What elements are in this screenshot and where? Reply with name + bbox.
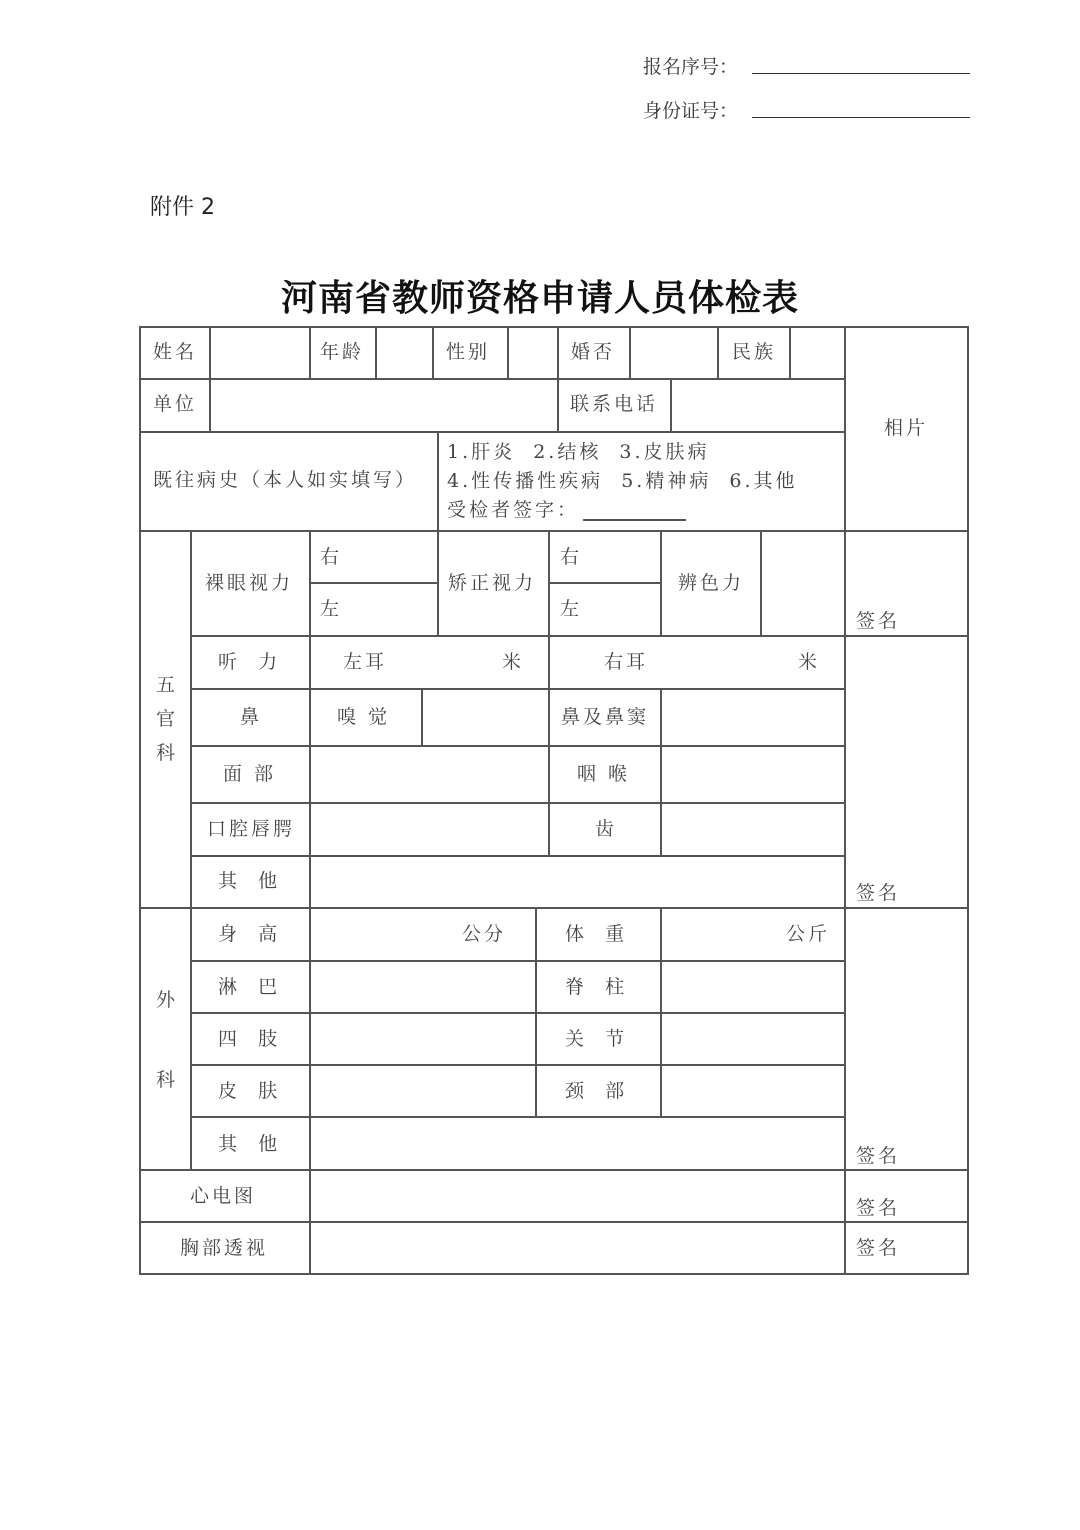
ent-other-field[interactable] xyxy=(311,857,843,907)
name-field[interactable] xyxy=(211,328,308,378)
color-vision-label: 辨色力 xyxy=(678,572,745,594)
nose-label: 鼻 xyxy=(240,706,263,728)
gender-field[interactable] xyxy=(509,328,556,378)
spine-label: 脊 柱 xyxy=(565,976,628,998)
skin-field[interactable] xyxy=(311,1066,534,1115)
height-unit: 公分 xyxy=(462,923,507,945)
color-vision-field[interactable] xyxy=(762,532,843,634)
left-ear-unit: 米 xyxy=(502,651,525,673)
neck-label: 颈 部 xyxy=(565,1080,628,1102)
ecg-field[interactable] xyxy=(311,1171,843,1220)
history-label: 既往病史（本人如实填写） xyxy=(153,469,418,491)
surgery-section-label-1: 外 xyxy=(156,989,179,1011)
ent-sign-label: 签名 xyxy=(856,882,901,904)
nose-sinus-field[interactable] xyxy=(662,690,843,745)
photo-label: 相片 xyxy=(884,417,929,439)
history-sign-label: 受检者签字： xyxy=(447,499,580,521)
photo-area[interactable] xyxy=(846,328,966,529)
neck-field[interactable] xyxy=(662,1066,843,1115)
joints-field[interactable] xyxy=(662,1014,843,1063)
spine-field[interactable] xyxy=(662,962,843,1011)
ethnicity-field[interactable] xyxy=(791,328,843,378)
corrected-left-label: 左 xyxy=(560,598,583,620)
left-ear-label: 左耳 xyxy=(343,651,388,673)
limbs-field[interactable] xyxy=(311,1014,534,1063)
teeth-field[interactable] xyxy=(662,804,843,854)
registration-no-field[interactable] xyxy=(752,73,970,74)
height-label: 身 高 xyxy=(218,923,281,945)
nose-sinus-label: 鼻及鼻窦 xyxy=(561,706,650,728)
ent-vision-sign-label: 签名 xyxy=(856,610,901,632)
ethnicity-label: 民族 xyxy=(732,341,777,363)
smell-label: 嗅 觉 xyxy=(337,706,391,728)
hearing-label: 听 力 xyxy=(218,651,281,673)
left-ear-field[interactable] xyxy=(390,637,495,687)
id-no-field[interactable] xyxy=(752,117,970,118)
oral-label: 口腔唇腭 xyxy=(207,818,296,840)
limbs-label: 四 肢 xyxy=(218,1028,281,1050)
surgery-section-label-2: 科 xyxy=(156,1069,179,1091)
marital-field[interactable] xyxy=(631,328,716,378)
registration-no-label: 报名序号： xyxy=(643,56,739,78)
naked-left-label: 左 xyxy=(320,598,343,620)
naked-vision-label: 裸眼视力 xyxy=(205,572,294,594)
right-ear-label: 右耳 xyxy=(604,651,649,673)
corrected-right-field[interactable] xyxy=(585,532,659,581)
surgery-sign-field[interactable] xyxy=(846,910,966,1168)
ecg-sign-label: 签名 xyxy=(856,1197,901,1219)
ent-section-label-1: 五 xyxy=(156,674,179,696)
phone-field[interactable] xyxy=(672,380,843,430)
corrected-vision-label: 矫正视力 xyxy=(448,572,537,594)
right-ear-unit: 米 xyxy=(798,651,821,673)
history-sign-field[interactable] xyxy=(583,498,686,518)
lymph-label: 淋 巴 xyxy=(218,976,281,998)
face-label: 面 部 xyxy=(223,763,277,785)
height-field[interactable] xyxy=(311,910,461,959)
surgery-other-label: 其 他 xyxy=(218,1133,281,1155)
ent-other-label: 其 他 xyxy=(218,870,281,892)
weight-field[interactable] xyxy=(662,910,782,959)
age-label: 年龄 xyxy=(320,341,365,363)
lymph-field[interactable] xyxy=(311,962,534,1011)
corrected-right-label: 右 xyxy=(560,546,583,568)
weight-label: 体 重 xyxy=(565,923,628,945)
skin-label: 皮 肤 xyxy=(218,1080,281,1102)
throat-label: 咽 喉 xyxy=(577,763,631,785)
surgery-sign-label: 签名 xyxy=(856,1145,901,1167)
history-options-line1: 1.肝炎 2.结核 3.皮肤病 xyxy=(447,441,710,463)
right-ear-field[interactable] xyxy=(650,637,790,687)
page-title: 河南省教师资格申请人员体检表 xyxy=(280,277,799,319)
smell-field[interactable] xyxy=(423,690,547,745)
marital-label: 婚否 xyxy=(571,341,616,363)
weight-unit: 公斤 xyxy=(786,923,831,945)
face-field[interactable] xyxy=(311,747,547,802)
chest-xray-label: 胸部透视 xyxy=(180,1237,269,1259)
name-label: 姓名 xyxy=(153,341,198,363)
unit-label: 单位 xyxy=(153,393,198,415)
chest-sign-label: 签名 xyxy=(856,1237,901,1259)
unit-field[interactable] xyxy=(211,380,556,430)
phone-label: 联系电话 xyxy=(570,393,659,415)
throat-field[interactable] xyxy=(662,747,843,802)
chest-xray-field[interactable] xyxy=(311,1223,843,1272)
naked-left-field[interactable] xyxy=(345,584,435,634)
joints-label: 关 节 xyxy=(565,1028,628,1050)
teeth-label: 齿 xyxy=(595,818,618,840)
naked-right-label: 右 xyxy=(320,546,343,568)
naked-right-field[interactable] xyxy=(345,532,435,581)
gender-label: 性别 xyxy=(446,341,491,363)
ent-sign-field[interactable] xyxy=(846,637,966,907)
oral-field[interactable] xyxy=(311,804,547,854)
corrected-left-field[interactable] xyxy=(585,584,659,634)
ent-section-label-3: 科 xyxy=(156,742,179,764)
history-options-line2: 4.性传播性疾病 5.精神病 6.其他 xyxy=(447,470,798,492)
ecg-label: 心电图 xyxy=(190,1185,257,1207)
id-no-label: 身份证号： xyxy=(643,100,739,122)
surgery-other-field[interactable] xyxy=(311,1118,843,1168)
attachment-label: 附件 2 xyxy=(150,195,215,220)
ent-section-label-2: 官 xyxy=(156,708,179,730)
age-field[interactable] xyxy=(377,328,431,378)
